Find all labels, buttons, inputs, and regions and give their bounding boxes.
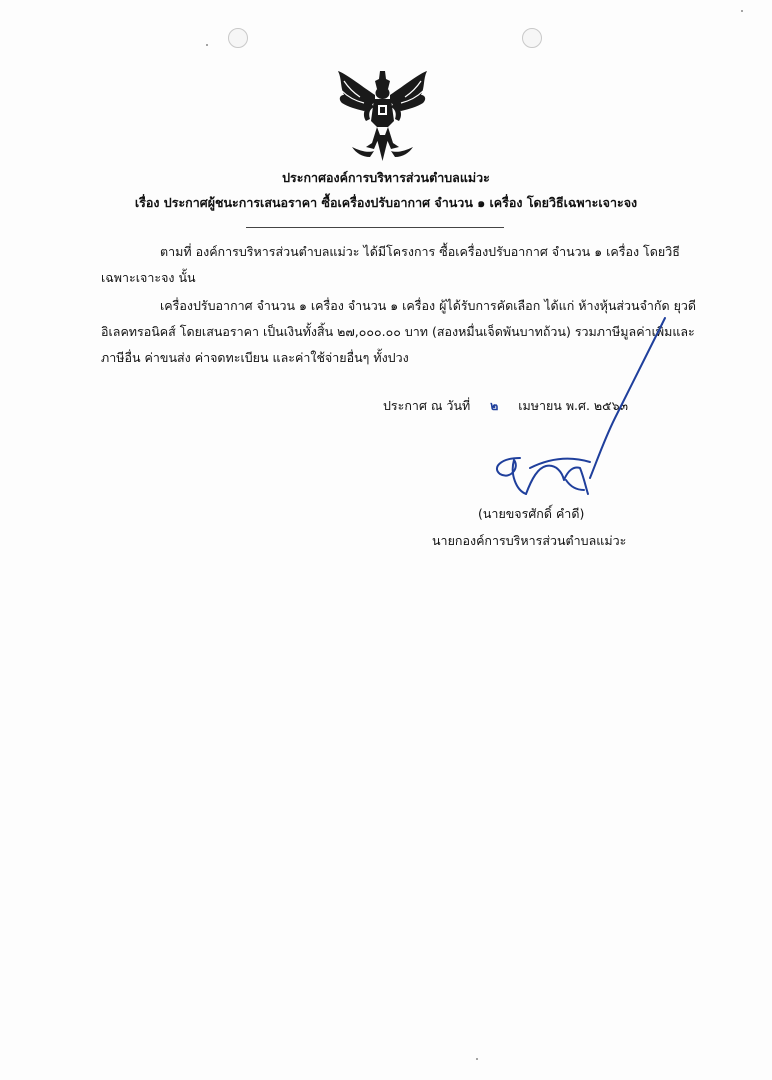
date-day-handwritten: ๒ [490, 398, 499, 413]
document-subject: เรื่อง ประกาศผู้ชนะการเสนอราคา ซื้อเครื่องปรับอากาศ จำนวน ๑ เครื่อง โดยวิธีเฉพาะเจาะจง [134, 195, 638, 210]
paragraph-2-line-2: อิเลคทรอนิคส์ โดยเสนอราคา เป็นเงินทั้งสิ้น ๒๗,๐๐๐.๐๐ บาท (สองหมื่นเจ็ดพันบาทถ้วน) รวมภาษีมูลค่าเพิ่มและ [101, 324, 695, 339]
paragraph-1-line-1: ตามที่ องค์การบริหารส่วนตำบลแม่วะ ได้มีโครงการ ซื้อเครื่องปรับอากาศ จำนวน ๑ เครื่อง โดยวิธี [160, 244, 680, 259]
title-divider [246, 227, 504, 228]
date-month-year: เมษายน พ.ศ. ๒๕๖๓ [518, 398, 629, 413]
paragraph-2-line-1: เครื่องปรับอากาศ จำนวน ๑ เครื่อง จำนวน ๑ เครื่อง ผู้ได้รับการคัดเลือก ได้แก่ ห้างหุ้นส่วนจำกัด ยุวดี [160, 298, 697, 313]
paper-speck [206, 44, 208, 46]
punch-hole-right [522, 28, 542, 48]
paper-speck [476, 1058, 478, 1060]
paper-speck [741, 10, 743, 12]
date-prefix: ประกาศ ณ วันที่ [383, 398, 471, 413]
signer-name: (นายขจรศักดิ์ คำดี) [478, 506, 585, 521]
punch-hole-left [228, 28, 248, 48]
handwritten-signature [480, 308, 680, 508]
garuda-emblem-icon [330, 65, 435, 165]
signer-position: นายกองค์การบริหารส่วนตำบลแม่วะ [432, 533, 627, 548]
paragraph-1-line-2: เฉพาะเจาะจง นั้น [101, 270, 196, 285]
paragraph-2-line-3: ภาษีอื่น ค่าขนส่ง ค่าจดทะเบียน และค่าใช้จ่ายอื่นๆ ทั้งปวง [101, 350, 409, 365]
document-title: ประกาศองค์การบริหารส่วนตำบลแม่วะ [282, 170, 490, 185]
